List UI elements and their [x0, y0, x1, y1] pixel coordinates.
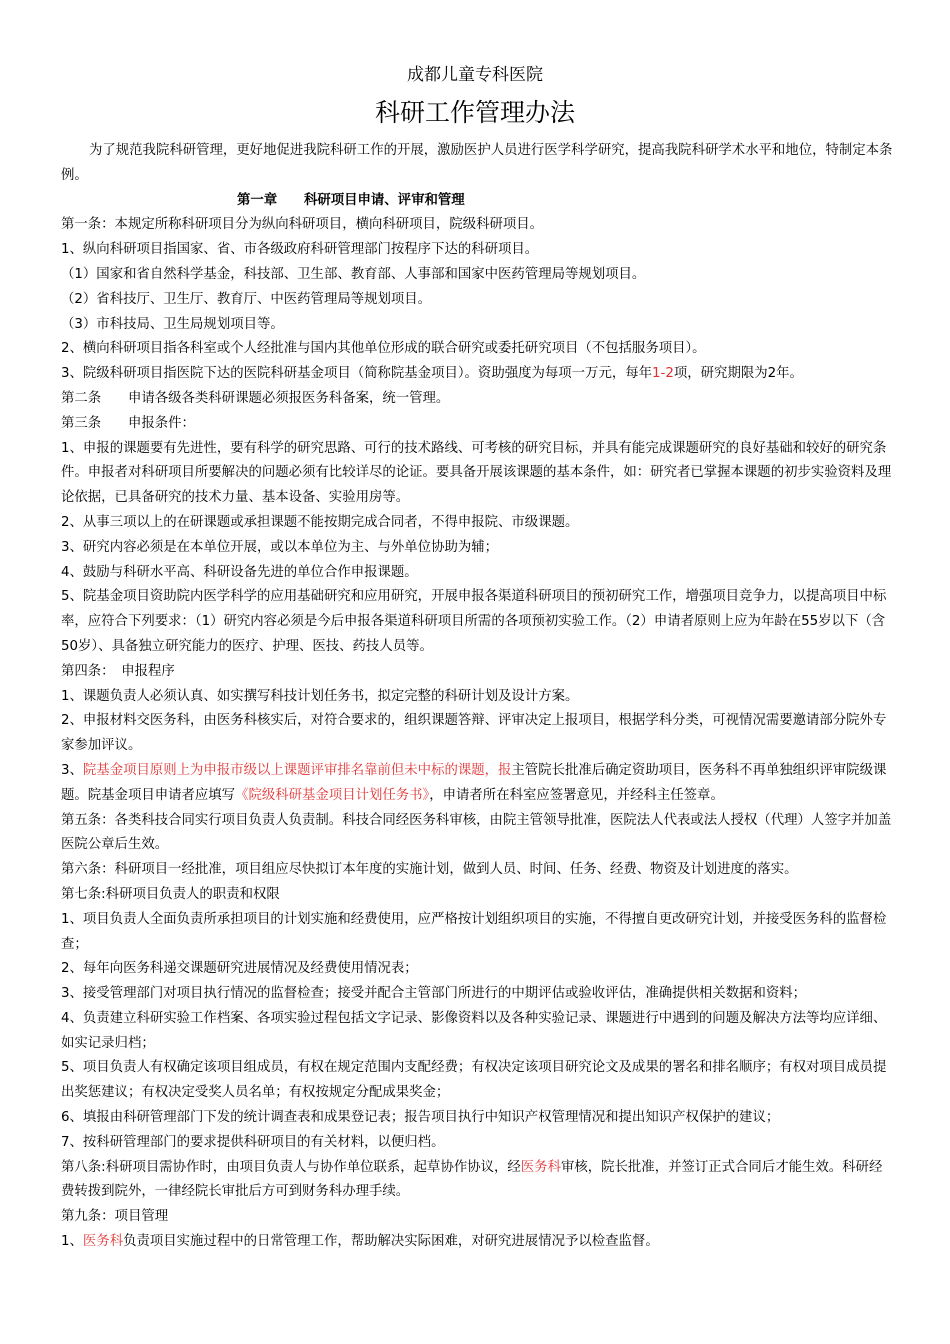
- text-run: 3、院级科研项目指医院下达的医院科研基金项目（简称院基金项目）。资助强度为每项一万元，每年: [61, 366, 653, 382]
- paragraph: （3）市科技局、卫生局规划项目等。: [61, 316, 284, 332]
- document-body: [61, 139, 893, 1255]
- paragraph: [61, 362, 893, 387]
- intro-paragraph: 为了规范我院科研管理，更好地促进我院科研工作的开展，激励医护人员进行医学科学研究，提高我院科研学术水平和地位，特制定本条例。: [61, 143, 893, 183]
- text-run: ，申请者所在科室应签署意见，并经科主任签章。: [429, 787, 724, 803]
- paragraph: 4、鼓励与科研水平高、科研设备先进的单位合作申报课题。: [61, 564, 418, 580]
- text-run: 项，研究期限为2年。: [673, 366, 803, 382]
- paragraph: 4、负责建立科研实验工作档案、各项实验过程包括文字记录、影像资料以及各种实验记录、课题进行中遇到的问题及解决方法等均应详细、如实记录归档；: [61, 1010, 887, 1051]
- paragraph: 1、申报的课题要有先进性，要有科学的研究思路、可行的技术路线、可考核的研究目标，并具有能完成课题研究的良好基础和较好的研究条件。申报者对科研项目所要解决的问题必须有比较详尽的论证。要具备开展该课题的基本条件，如：研究者已掌握本课题的初步实验资料及理论依据，已具备研究的技术力量、基本设备、实验用房等。: [61, 440, 892, 506]
- hospital-name: 成都儿童专科医院: [407, 65, 543, 85]
- paragraph: 6、填报由科研管理部门下发的统计调查表和成果登记表；报告项目执行中知识产权管理情况和提出知识产权保护的建议；: [61, 1110, 780, 1126]
- paragraph: 2、申报材料交医务科，由医务科核实后，对符合要求的，组织课题答辩、评审决定上报项目，根据学科分类，可视情况需要邀请部分院外专家参加评议。: [61, 713, 887, 754]
- article-5: 第五条：各类科技合同实行项目负责人负责制。科技合同经医务科审核，由院主管领导批准，医院法人代表或法人授权（代理）人签字并加盖医院公章后生效。: [61, 812, 892, 853]
- paragraph: [61, 759, 893, 809]
- text-run: 审核，院长批准，并签订正式合同后才能生效。科研经费转拨到院外，一律经院长审批后方可到财务科办理手续。: [61, 1159, 883, 1200]
- highlighted-text: 医务科: [520, 1159, 561, 1175]
- paragraph: 5、项目负责人有权确定该项目组成员，有权在规定范围内支配经费；有权决定该项目研究论文及成果的署名和排名顺序；有权对项目成员提出奖惩建议；有权决定受奖人员名单；有权按规定分配成果奖金；: [61, 1060, 887, 1101]
- article-9: 第九条：项目管理: [61, 1209, 169, 1225]
- article-3: 第三条 申报条件：: [61, 415, 195, 431]
- document-title: 科研工作管理办法: [374, 98, 575, 127]
- paragraph: （2）省科技厅、卫生厅、教育厅、中医药管理局等规划项目。: [61, 291, 432, 307]
- article-6: 第六条：科研项目一经批准，项目组应尽快拟订本年度的实施计划，做到人员、时间、任务、经费、物资及计划进度的落实。: [61, 862, 798, 878]
- text-run: 1、: [61, 1234, 83, 1250]
- highlighted-text: 1-2: [652, 366, 674, 382]
- chapter-heading: 第一章 科研项目申请、评审和管理: [237, 192, 465, 208]
- paragraph: 3、接受管理部门对项目执行情况的监督检查；接受并配合主管部门所进行的中期评估或验收评估，准确提供相关数据和资料；: [61, 986, 806, 1002]
- text-run: 第八条:科研项目需协作时，由项目负责人与协作单位联系，起草协作协议，经: [61, 1159, 521, 1175]
- article-1: 第一条：本规定所称科研项目分为纵向科研项目，横向科研项目，院级科研项目。: [61, 217, 544, 233]
- article-8: [61, 1156, 893, 1206]
- paragraph: （1）国家和省自然科学基金，科技部、卫生部、教育部、人事部和国家中医药管理局等规划项目。: [61, 266, 646, 282]
- paragraph: 1、纵向科研项目指国家、省、市各级政府科研管理部门按程序下达的科研项目。: [61, 242, 539, 258]
- paragraph: 3、研究内容必须是在本单位开展，或以本单位为主、与外单位协助为辅；: [61, 539, 499, 555]
- article-7: 第七条:科研项目负责人的职责和权限: [61, 886, 280, 902]
- text-run: 主管院长批准后确定资助项目，医务科不再单独组织评审院级课题。院基金项目申请者应填写: [61, 762, 887, 803]
- paragraph: 5、院基金项目资助院内医学科学的应用基础研究和应用研究，开展申报各渠道科研项目的预初研究工作，增强项目竞争力，以提高项目中标率，应符合下列要求：（1）研究内容必须是今后申报各渠道科研项目所需的各项预初实验工作。（2）申请者原则上应为年龄在55岁以下（含50岁）、具备独立研究能力的医疗、护理、医技、药技人员等。: [61, 589, 887, 654]
- paragraph: 2、从事三项以上的在研课题或承担课题不能按期完成合同者，不得申报院、市级课题。: [61, 514, 579, 530]
- article-4: 第四条： 申报程序: [61, 663, 175, 679]
- text-run: 负责项目实施过程中的日常管理工作，帮助解决实际困难，对研究进展情况予以检查监督。: [123, 1234, 659, 1250]
- paragraph: 7、按科研管理部门的要求提供科研项目的有关材料，以便归档。: [61, 1134, 445, 1150]
- paragraph: 1、项目负责人全面负责所承担项目的计划实施和经费使用，应严格按计划组织项目的实施，不得擅自更改研究计划，并接受医务科的监督检查；: [61, 911, 887, 952]
- highlighted-text: 院基金项目原则上为申报市级以上课题评审排名靠前但未中标的课题，报: [82, 762, 512, 778]
- paragraph: 2、横向科研项目指各科室或个人经批准与国内其他单位形成的联合研究或委托研究项目（不包括服务项目）。: [61, 341, 706, 357]
- paragraph: [61, 1230, 893, 1255]
- highlighted-text: 医务科: [82, 1234, 124, 1250]
- paragraph: 1、课题负责人必须认真、如实撰写科技计划任务书，拟定完整的科研计划及设计方案。: [61, 688, 579, 704]
- paragraph: 2、每年向医务科递交课题研究进展情况及经费使用情况表；: [61, 961, 418, 977]
- text-run: 3、: [61, 762, 83, 778]
- highlighted-text: 《院级科研基金项目计划任务书》: [235, 787, 430, 803]
- article-2: 第二条 申请各级各类科研课题必须报医务科备案，统一管理。: [61, 390, 450, 406]
